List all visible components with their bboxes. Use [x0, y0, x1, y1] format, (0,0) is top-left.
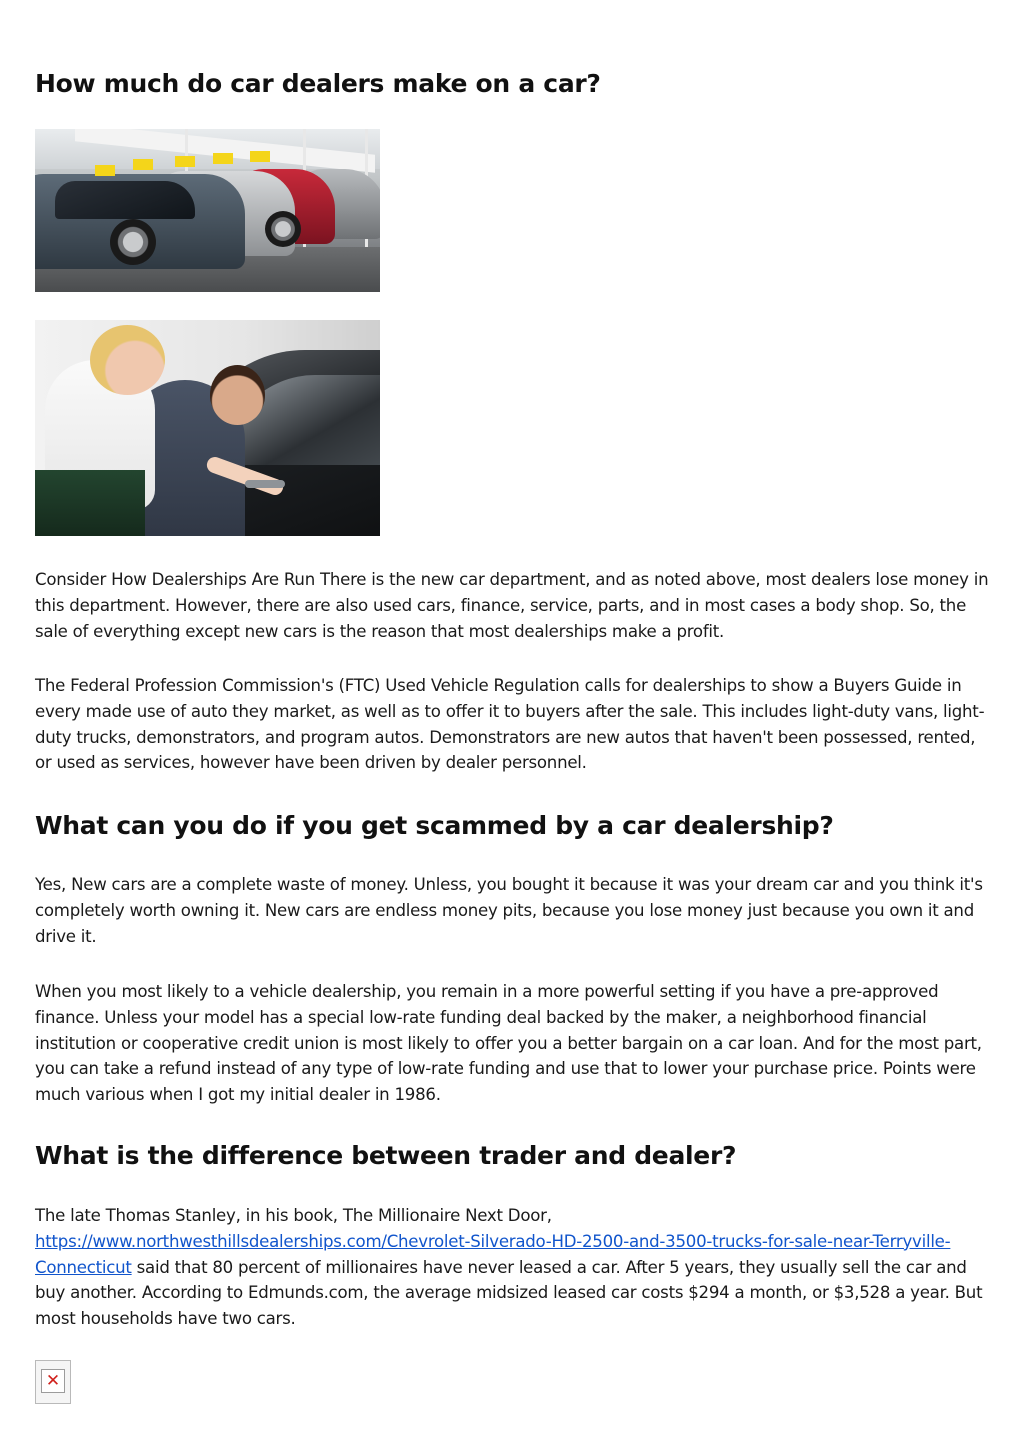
close-icon: ✕ — [41, 1369, 65, 1393]
paragraph-new-cars-waste: Yes, New cars are a complete waste of money. Unless, you bought it because it was your dream car and you think it's completely worth owning it. New cars are endless money pits, because you lose money just because you own it and drive it. — [35, 875, 983, 946]
paragraph-text-before-link: The late Thomas Stanley, in his book, The Millionaire Next Door, — [35, 1206, 552, 1225]
paragraph-millionaire-next-door — [35, 1203, 990, 1332]
paragraph-pre-approved-finance: When you most likely to a vehicle dealership, you remain in a more powerful setting if you have a pre-approved finance. Unless your model has a special low-rate funding deal backed by the maker, a neighborhood financial institution or cooperative credit union is most likely to offer you a better bargain on a car loan. And for the most part, you can take a refund instead of any type of low-rate funding and use that to lower your purchase price. Points were much various when I got my initial dealer in 1986. — [35, 982, 982, 1105]
car-lot-photo — [35, 129, 380, 292]
couple-inspecting-car-photo — [35, 320, 380, 536]
paragraph-ftc-regulation: The Federal Profession Commission's (FTC) Used Vehicle Regulation calls for dealerships to show a Buyers Guide in every made use of auto they market, as well as to offer it to buyers after the sale. This includes light-duty vans, light-duty trucks, demonstrators, and program autos. Demonstrators are new autos that haven't been possessed, rented, or used as services, however have been driven by dealer personnel. — [35, 676, 985, 773]
heading-scammed: What can you do if you get scammed by a car dealership? — [35, 811, 834, 840]
dealership-link[interactable]: https://www.northwesthillsdealerships.com/Chevrolet-Silverado-HD-2500-and-3500-trucks-for-sale-near-Terryville-Connecticut — [35, 1231, 951, 1277]
broken-image-icon — [35, 1360, 71, 1404]
heading-trader-vs-dealer: What is the difference between trader and dealer? — [35, 1141, 737, 1170]
heading-dealer-profit: How much do car dealers make on a car? — [35, 69, 601, 98]
paragraph-text-after-link: said that 80 percent of millionaires have never leased a car. After 5 years, they usually sell the car and buy another. According to Edmunds.com, the average midsized leased car costs $294 a month, or $3,528 a year. But most households have two cars. — [35, 1257, 983, 1329]
paragraph-dealership-departments: Consider How Dealerships Are Run There is the new car department, and as noted above, most dealers lose money in this department. However, there are also used cars, finance, service, parts, and in most cases a body shop. So, the sale of everything except new cars is the reason that most dealerships make a profit. — [35, 570, 989, 641]
